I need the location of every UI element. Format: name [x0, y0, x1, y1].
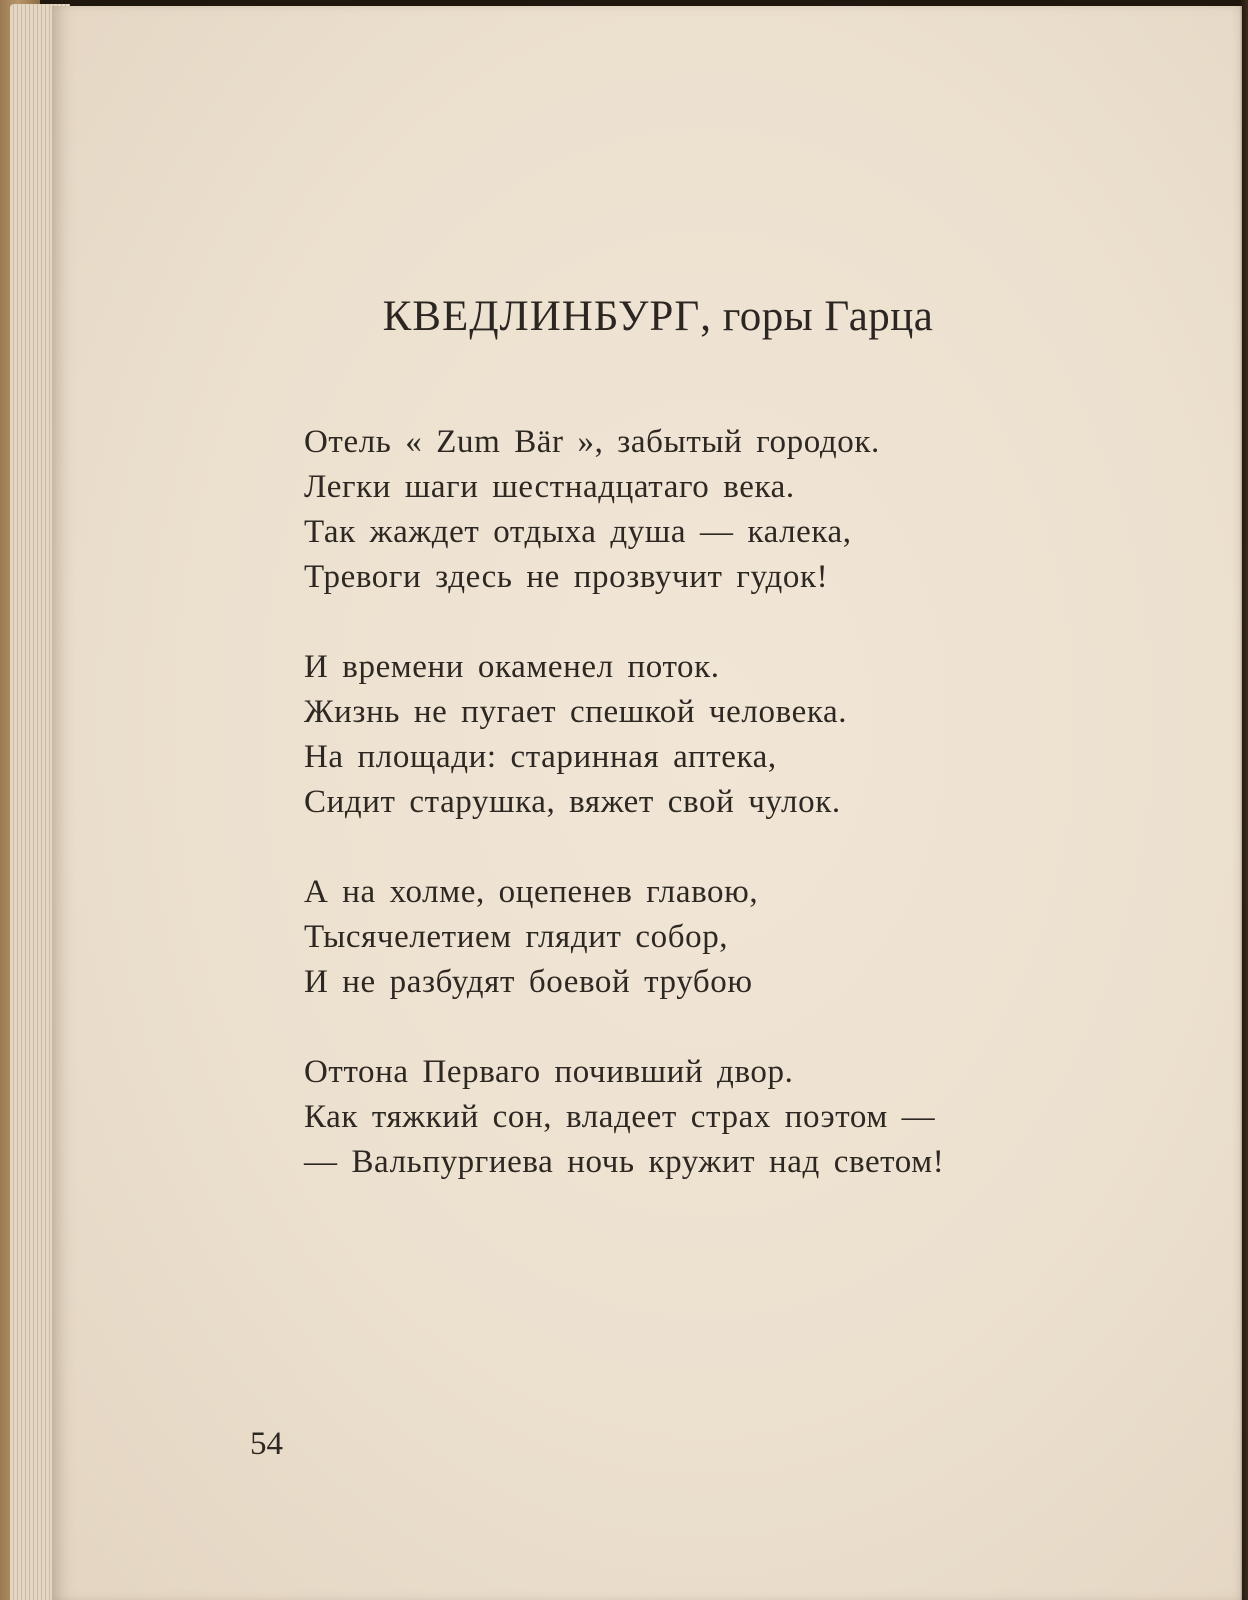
poem-line: Тревоги здесь не прозвучит гудок! — [304, 559, 829, 595]
poem-title-rest: , горы Гарца — [700, 293, 934, 340]
poem-line: Оттона Перваго почивший двор. — [304, 1054, 794, 1090]
poem-line: Жизнь не пугает спешкой человека. — [304, 694, 848, 730]
poem-line: И времени окаменел поток. — [304, 649, 720, 685]
poem-title-caps: КВЕДЛИНБУРГ — [382, 293, 701, 340]
poem-title — [52, 292, 1242, 341]
poem-line: На площади: старинная аптека, — [304, 739, 777, 775]
poem-line: Сидит старушка, вяжет свой чулок. — [304, 784, 841, 820]
poem-line: А на холме, оцепенев главою, — [304, 874, 759, 910]
page-gutter-shadow — [1240, 0, 1248, 1600]
poem-line: Легки шаги шестнадцатаго века. — [304, 469, 795, 505]
poem-line: И не разбудят боевой трубою — [304, 964, 753, 1000]
page-number: 54 — [250, 1426, 283, 1462]
poem-line: Как тяжкий сон, владеет страх поэтом — — [304, 1099, 936, 1135]
book-page — [52, 6, 1242, 1600]
poem-line: Так жаждет отдыха душа — калека, — [304, 514, 852, 550]
stanza-1 — [304, 420, 1104, 600]
stanza-4 — [304, 1050, 1104, 1185]
poem-line: Тысячелетием глядит собор, — [304, 919, 729, 955]
poem-line: — Вальпургиева ночь кружит над светом! — [304, 1144, 945, 1180]
stanza-3 — [304, 870, 1104, 1005]
poem-body — [304, 420, 1104, 1185]
poem-line: Отель « Zum Bär », забытый городок. — [304, 424, 880, 460]
stanza-2 — [304, 645, 1104, 825]
